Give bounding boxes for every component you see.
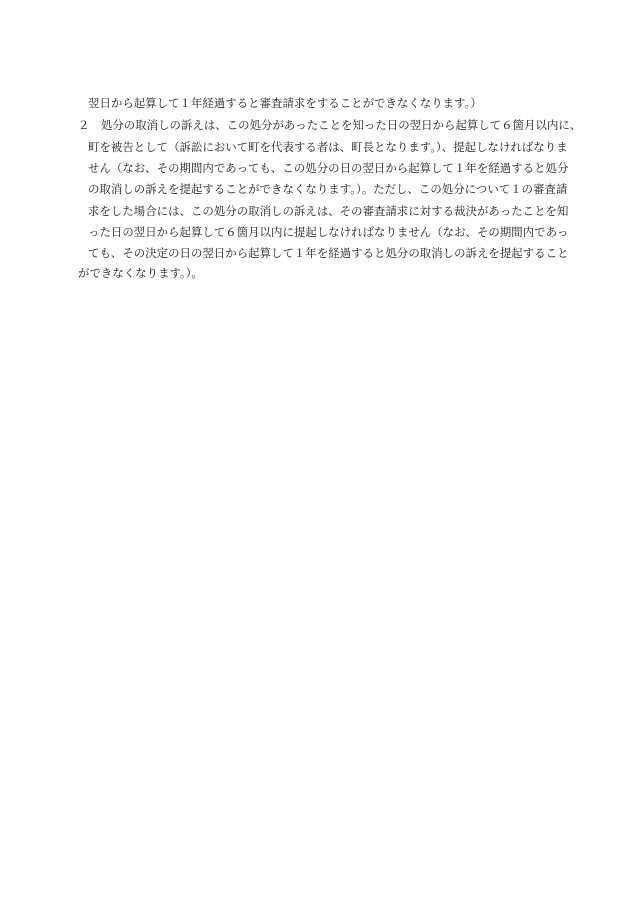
text-line-6: 求をした場合には、この処分の取消しの訴えは、その審査請求に対する裁決があったことを知 bbox=[88, 204, 569, 218]
text-line-2: ２ 処分の取消しの訴えは、この処分があったことを知った日の翌日から起算して６箇月以内に、 bbox=[78, 118, 582, 132]
text-line-7: った日の翌日から起算して６箇月以内に提起しなければなりません（なお、その期間内であっ bbox=[88, 225, 569, 239]
text-line-4: せん（なお、その期間内であっても、この処分の日の翌日から起算して１年を経過すると処分 bbox=[88, 161, 569, 175]
text-line-3: 町を被告として（訴訟において町を代表する者は、町長となります。）、提起しなければなりま bbox=[88, 140, 568, 154]
text-line-9: ができなくなります。）。 bbox=[78, 266, 203, 280]
text-line-8: ても、その決定の日の翌日から起算して１年を経過すると処分の取消しの訴えを提起すること bbox=[88, 246, 569, 260]
text-line-5: の取消しの訴えを提起することができなくなります。）。ただし、この処分について１の審査請 bbox=[88, 182, 568, 196]
text-line-1: 翌日から起算して１年経過すると審査請求をすることができなくなります。） bbox=[88, 96, 482, 110]
